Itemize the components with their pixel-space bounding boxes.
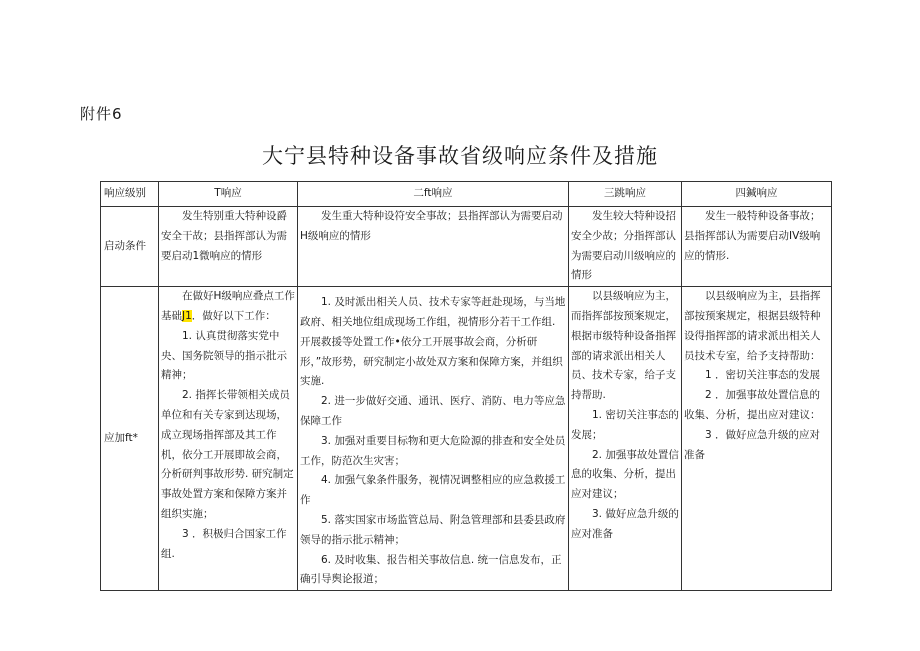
list-item: 3. 加强对重要目标物和更大危险源的排查和安全处员工作，防范次生灾害； bbox=[300, 434, 566, 467]
list-item: 2. 指挥长带领相关成员单位和有关专家到达现场，成立现场指挥部及其工作机，依分工开展即故会商，分析研判事故形势. 研究制定事故处置方案和保障方案并组织实施； bbox=[161, 389, 294, 520]
table-row-start-conditions bbox=[101, 207, 832, 287]
header-level: 响应级别 bbox=[101, 182, 159, 207]
header-level-3: 三跳响应 bbox=[569, 182, 682, 207]
list-item: 2. 加强事故处置信息的收集、分析，提出应对建议； bbox=[571, 448, 679, 501]
row-label-response-measures: 应加ft* bbox=[101, 287, 159, 591]
start-condition-level-4: 发生一般特种设备事故；县指挥部认为需要启动IV级响应的情形. bbox=[682, 207, 832, 287]
measures-level-2 bbox=[298, 287, 569, 591]
table-row-response-measures bbox=[101, 287, 832, 591]
header-row bbox=[101, 182, 832, 207]
list-item: 2. 进一步做好交通、通讯、医疗、消防、电力等应急保障工作 bbox=[300, 395, 566, 427]
measures-level-1 bbox=[159, 287, 298, 591]
list-item: 1. 密切关注事态的发展； bbox=[571, 408, 679, 441]
list-item: 4. 加强气象条件服务，视情况调整相应的应急救援工作 bbox=[300, 474, 566, 507]
list-item: 1. 及时派出相关人员、技术专家等赶赴现场，与当地政府、相关地位组成现场工作组，视情形分若干工作组. 开展救援等处置工作•依分工开展事故会商，分析研形，”故形势，研究制定小故处双方案和保障方案，并组织实施. bbox=[300, 296, 566, 388]
measures-level-4 bbox=[682, 287, 832, 591]
highlight-mark: J1 bbox=[182, 309, 192, 322]
header-level-4: 四鍼响应 bbox=[682, 182, 832, 207]
response-table bbox=[100, 181, 832, 591]
start-condition-level-3: 发生较大特种设招安全少故；分指挥部认为需要启动川级响应的情形 bbox=[569, 207, 682, 287]
list-item: 1 ．密切关注事态的发展 bbox=[705, 369, 821, 382]
list-item: 3 ．做好应急升级的应对准备 bbox=[684, 428, 821, 461]
measures-level-3 bbox=[569, 287, 682, 591]
list-item: 5. 落实国家市场监管总局、附急管理部和县委县政府领导的指示批示精神； bbox=[300, 513, 566, 546]
list-item: 2 ．加强事故处置信息的收集、分析，提出应对建议： bbox=[684, 389, 821, 421]
document-title: 大宁县特种设备事故省级响应条件及措施 bbox=[262, 144, 658, 168]
measures-level-4-lead: 以县级响应为主，县指挥部按预案规定，根据县级特种设得指挥部的请求派出相关人员技术专室，给予支持帮助： bbox=[684, 290, 821, 362]
list-item: 3. 做好应急升级的应对准备 bbox=[571, 507, 679, 540]
start-condition-level-1: 发生特别重大特种设爵安全干故；县指挥部认为需要启动1微响应的情形 bbox=[159, 207, 298, 287]
row-label-start-conditions: 启动条件 bbox=[101, 207, 159, 287]
header-level-2: 二ft响应 bbox=[298, 182, 569, 207]
list-item: 3 ．积极归合国家工作组. bbox=[161, 527, 287, 560]
measures-level-1-lead: 在做好H级响应叠点工作基础J1．做好以下工作： bbox=[161, 290, 295, 322]
measures-level-3-lead: 以县级响应为主，而指挥部按预案规定，根据市级特种设备指挥部的请求派出相关人员、技术专家，给子支持帮助. bbox=[571, 290, 676, 402]
annex-label: 附件6 bbox=[80, 105, 123, 123]
start-condition-level-2: 发生重大特种设符安全事故；县指挥部认为需要启动H级响应的情形 bbox=[298, 207, 569, 287]
header-level-1: T响应 bbox=[159, 182, 298, 207]
list-item: 6. 及时收集、报告相关事故信息. 统一信息发布，正确引导舆论报道； bbox=[300, 553, 562, 586]
list-item: 1. 认真贯彻落实党中央、国务院领导的指示批示精神； bbox=[161, 329, 287, 382]
